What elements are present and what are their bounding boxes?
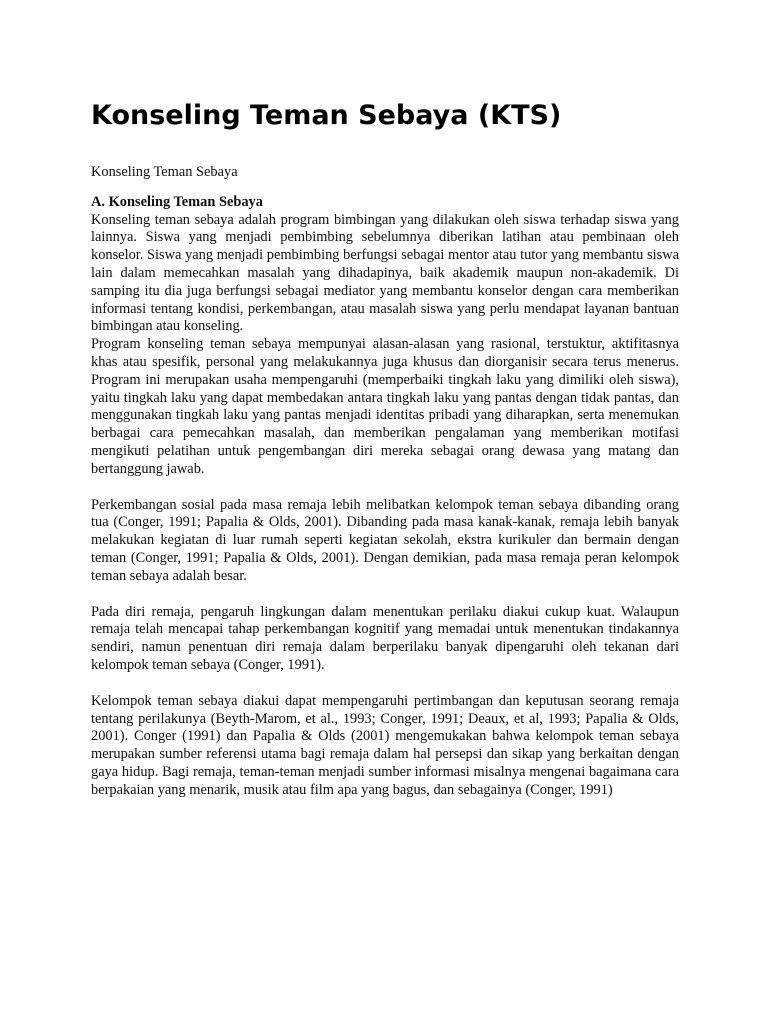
paragraph: Perkembangan sosial pada masa remaja lebih melibatkan kelompok teman sebaya dibanding orang tua (Conger, 1991; Papalia & Olds, 2001). Dibanding pada masa kanak-kanak, remaja lebih banyak melakukan kegiatan di luar rumah seperti kegiatan sekolah, ekstra kurikuler dan bermain dengan teman (Conger, 1991; Papalia & Olds, 2001). Dengan demikian, pada masa remaja peran kelompok teman sebaya adalah besar. <box>91 496 679 584</box>
document-body <box>91 164 679 800</box>
paragraph: Kelompok teman sebaya diakui dapat mempengaruhi pertimbangan dan keputusan seorang remaja tentang perilakunya (Beyth-Marom, et al., 1993; Conger, 1991; Deaux, et al, 1993; Papalia & Olds, 2001). Conger (1991) dan Papalia & Olds (2001) mengemukakan bahwa kelompok teman sebaya merupakan sumber referensi utama bagi remaja dalam hal persepsi dan sikap yang berkaitan dengan gaya hidup. Bagi remaja, teman-teman menjadi sumber informasi misalnya mengenai bagaimana cara berpakaian yang menarik, musik atau film apa yang bagus, dan sebagainya (Conger, 1991) <box>91 692 679 798</box>
document-title: Konseling Teman Sebaya (KTS) <box>91 100 562 131</box>
document-subtitle: Konseling Teman Sebaya <box>91 164 238 180</box>
section-heading: A. Konseling Teman Sebaya <box>91 193 263 210</box>
paragraph: Program konseling teman sebaya mempunyai alasan-alasan yang rasional, terstuktur, aktifitasnya khas atau spesifik, personal yang melakukannya juga khusus dan diorganisir secara terus menerus. Program ini merupakan usaha mempengaruhi (memperbaiki tingkah laku yang dimiliki oleh siswa), yaitu tingkah laku yang dapat membedakan antara tingkah laku yang pantas dengan tidak pantas, dan menggunakan tingkah laku yang pantas menjadi identitas pribadi yang diharapkan, serta menemukan berbagai cara pemecahkan masalah, dan memberikan pengalaman yang memberikan motifasi mengikuti pelatihan untuk pengembangan diri mereka sebagai orang dewasa yang matang dan bertanggung jawab. <box>91 336 679 477</box>
paragraph: Konseling teman sebaya adalah program bimbingan yang dilakukan oleh siswa terhadap siswa yang lainnya. Siswa yang menjadi pembimbing sebelumnya diberikan latihan atau pembinaan oleh konselor. Siswa yang menjadi pembimbing berfungsi sebagai mentor atau tutor yang membantu siswa lain dalam memecahkan masalah yang dihadapinya, baik akademik maupun non-akademik. Di samping itu dia juga berfungsi sebagai mediator yang membantu konselor dengan cara memberikan informasi tentang kondisi, perkembangan, atau masalah siswa yang perlu mendapat layanan bantuan bimbingan atau konseling. <box>91 211 679 335</box>
paragraph: Pada diri remaja, pengaruh lingkungan dalam menentukan perilaku diakui cukup kuat. Walaupun remaja telah mencapai tahap perkembangan kognitif yang memadai untuk menentukan tindakannya sendiri, namun penentuan diri remaja dalam berperilaku banyak dipengaruhi oleh tekanan dari kelompok teman sebaya (Conger, 1991). <box>91 603 679 673</box>
